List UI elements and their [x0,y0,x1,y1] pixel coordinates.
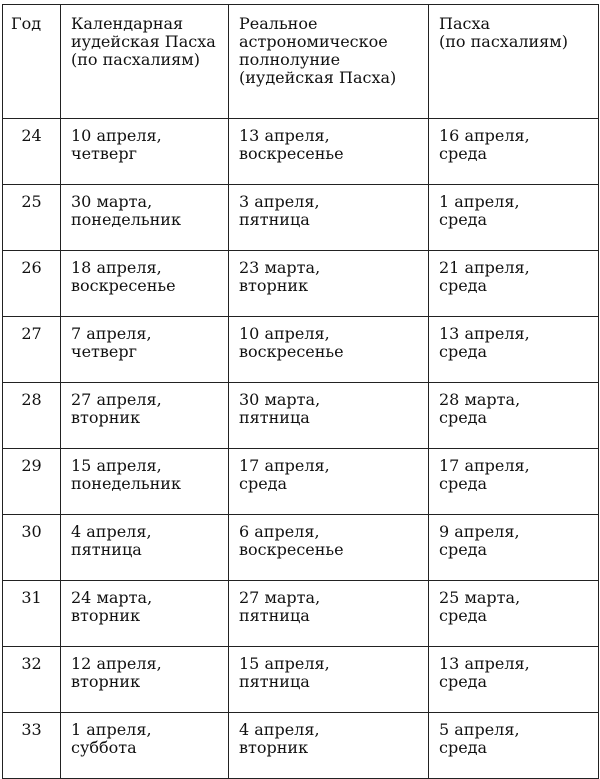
calendar-passover-cell [61,515,229,581]
date-text: 23 марта, [239,258,321,277]
table-body [3,119,599,779]
header-text-line: Пасха [439,14,491,33]
weekday-text: суббота [71,738,137,757]
calendar-passover-cell [61,185,229,251]
easter-cell [429,185,599,251]
header-text-line: полнолуние [239,50,341,69]
date-text: 13 апреля, [439,654,530,673]
table-row [3,581,599,647]
astronomical-full-moon-cell [229,119,429,185]
weekday-text: среда [439,738,488,757]
date-text: 13 апреля, [239,126,330,145]
weekday-text: среда [439,342,488,361]
header-text-line: иудейская Пасха [71,32,216,51]
weekday-text: вторник [71,672,141,691]
weekday-text: среда [439,276,488,295]
date-text: 30 марта, [71,192,153,211]
table-row [3,647,599,713]
weekday-text: пятница [239,408,310,427]
weekday-text: вторник [71,606,141,625]
date-text: 3 апреля, [239,192,320,211]
calendar-passover-cell [61,251,229,317]
table-row [3,383,599,449]
weekday-text: среда [439,540,488,559]
header-text-line: (по пасхалиям) [71,50,200,69]
year-cell: 27 [3,317,61,383]
weekday-text: четверг [71,342,137,361]
easter-cell [429,383,599,449]
year-cell: 25 [3,185,61,251]
year-cell: 30 [3,515,61,581]
table-row [3,119,599,185]
calendar-passover-cell [61,713,229,779]
year-cell: 26 [3,251,61,317]
date-text: 1 апреля, [71,720,152,739]
weekday-text: среда [439,210,488,229]
astronomical-full-moon-cell [229,185,429,251]
table-header [3,5,599,119]
date-text: 1 апреля, [439,192,520,211]
date-text: 28 марта, [439,390,521,409]
calendar-passover-cell [61,119,229,185]
year-cell: 31 [3,581,61,647]
date-text: 17 апреля, [439,456,530,475]
calendar-passover-cell [61,383,229,449]
header-text-line: (по пасхалиям) [439,32,568,51]
weekday-text: пятница [239,672,310,691]
header-calendar-passover [61,5,229,119]
table-row [3,713,599,779]
passover-table [2,4,599,779]
easter-cell [429,581,599,647]
astronomical-full-moon-cell [229,449,429,515]
astronomical-full-moon-cell [229,317,429,383]
easter-cell [429,449,599,515]
date-text: 16 апреля, [439,126,530,145]
date-text: 25 марта, [439,588,521,607]
date-text: 17 апреля, [239,456,330,475]
year-cell: 24 [3,119,61,185]
easter-cell [429,647,599,713]
astronomical-full-moon-cell [229,647,429,713]
astronomical-full-moon-cell [229,515,429,581]
easter-cell [429,119,599,185]
weekday-text: пятница [239,210,310,229]
date-text: 30 марта, [239,390,321,409]
date-text: 15 апреля, [239,654,330,673]
weekday-text: среда [439,606,488,625]
weekday-text: среда [439,144,488,163]
weekday-text: среда [439,672,488,691]
weekday-text: понедельник [71,210,181,229]
weekday-text: вторник [71,408,141,427]
weekday-text: воскресенье [239,540,344,559]
weekday-text: воскресенье [239,342,344,361]
date-text: 7 апреля, [71,324,152,343]
calendar-passover-cell [61,647,229,713]
weekday-text: пятница [239,606,310,625]
date-text: 9 апреля, [439,522,520,541]
astronomical-full-moon-cell [229,713,429,779]
date-text: 5 апреля, [439,720,520,739]
table-row [3,185,599,251]
header-text-line: Реальное [239,14,318,33]
calendar-passover-cell [61,581,229,647]
astronomical-full-moon-cell [229,251,429,317]
easter-cell [429,713,599,779]
date-text: 13 апреля, [439,324,530,343]
weekday-text: среда [439,408,488,427]
date-text: 21 апреля, [439,258,530,277]
header-text-line: (иудейская Пасха) [239,68,397,87]
weekday-text: пятница [71,540,142,559]
date-text: 4 апреля, [71,522,152,541]
year-cell: 28 [3,383,61,449]
date-text: 12 апреля, [71,654,162,673]
easter-cell [429,251,599,317]
astronomical-full-moon-cell [229,581,429,647]
table-row [3,515,599,581]
year-cell: 33 [3,713,61,779]
calendar-passover-cell [61,317,229,383]
weekday-text: среда [239,474,288,493]
date-text: 10 апреля, [71,126,162,145]
header-text-line: Год [11,14,42,33]
year-cell: 32 [3,647,61,713]
date-text: 27 апреля, [71,390,162,409]
header-year [3,5,61,119]
weekday-text: воскресенье [71,276,176,295]
date-text: 15 апреля, [71,456,162,475]
table-row [3,449,599,515]
header-row [3,5,599,119]
date-text: 27 марта, [239,588,321,607]
table-row [3,317,599,383]
date-text: 18 апреля, [71,258,162,277]
date-text: 6 апреля, [239,522,320,541]
header-text-line: астрономическое [239,32,388,51]
date-text: 10 апреля, [239,324,330,343]
weekday-text: вторник [239,276,309,295]
astronomical-full-moon-cell [229,383,429,449]
weekday-text: воскресенье [239,144,344,163]
weekday-text: понедельник [71,474,181,493]
date-text: 24 марта, [71,588,153,607]
weekday-text: четверг [71,144,137,163]
header-text-line: Календарная [71,14,184,33]
easter-cell [429,515,599,581]
date-text: 4 апреля, [239,720,320,739]
table-row [3,251,599,317]
weekday-text: среда [439,474,488,493]
year-cell: 29 [3,449,61,515]
easter-cell [429,317,599,383]
calendar-passover-cell [61,449,229,515]
weekday-text: вторник [239,738,309,757]
header-easter [429,5,599,119]
header-astronomical-full-moon [229,5,429,119]
